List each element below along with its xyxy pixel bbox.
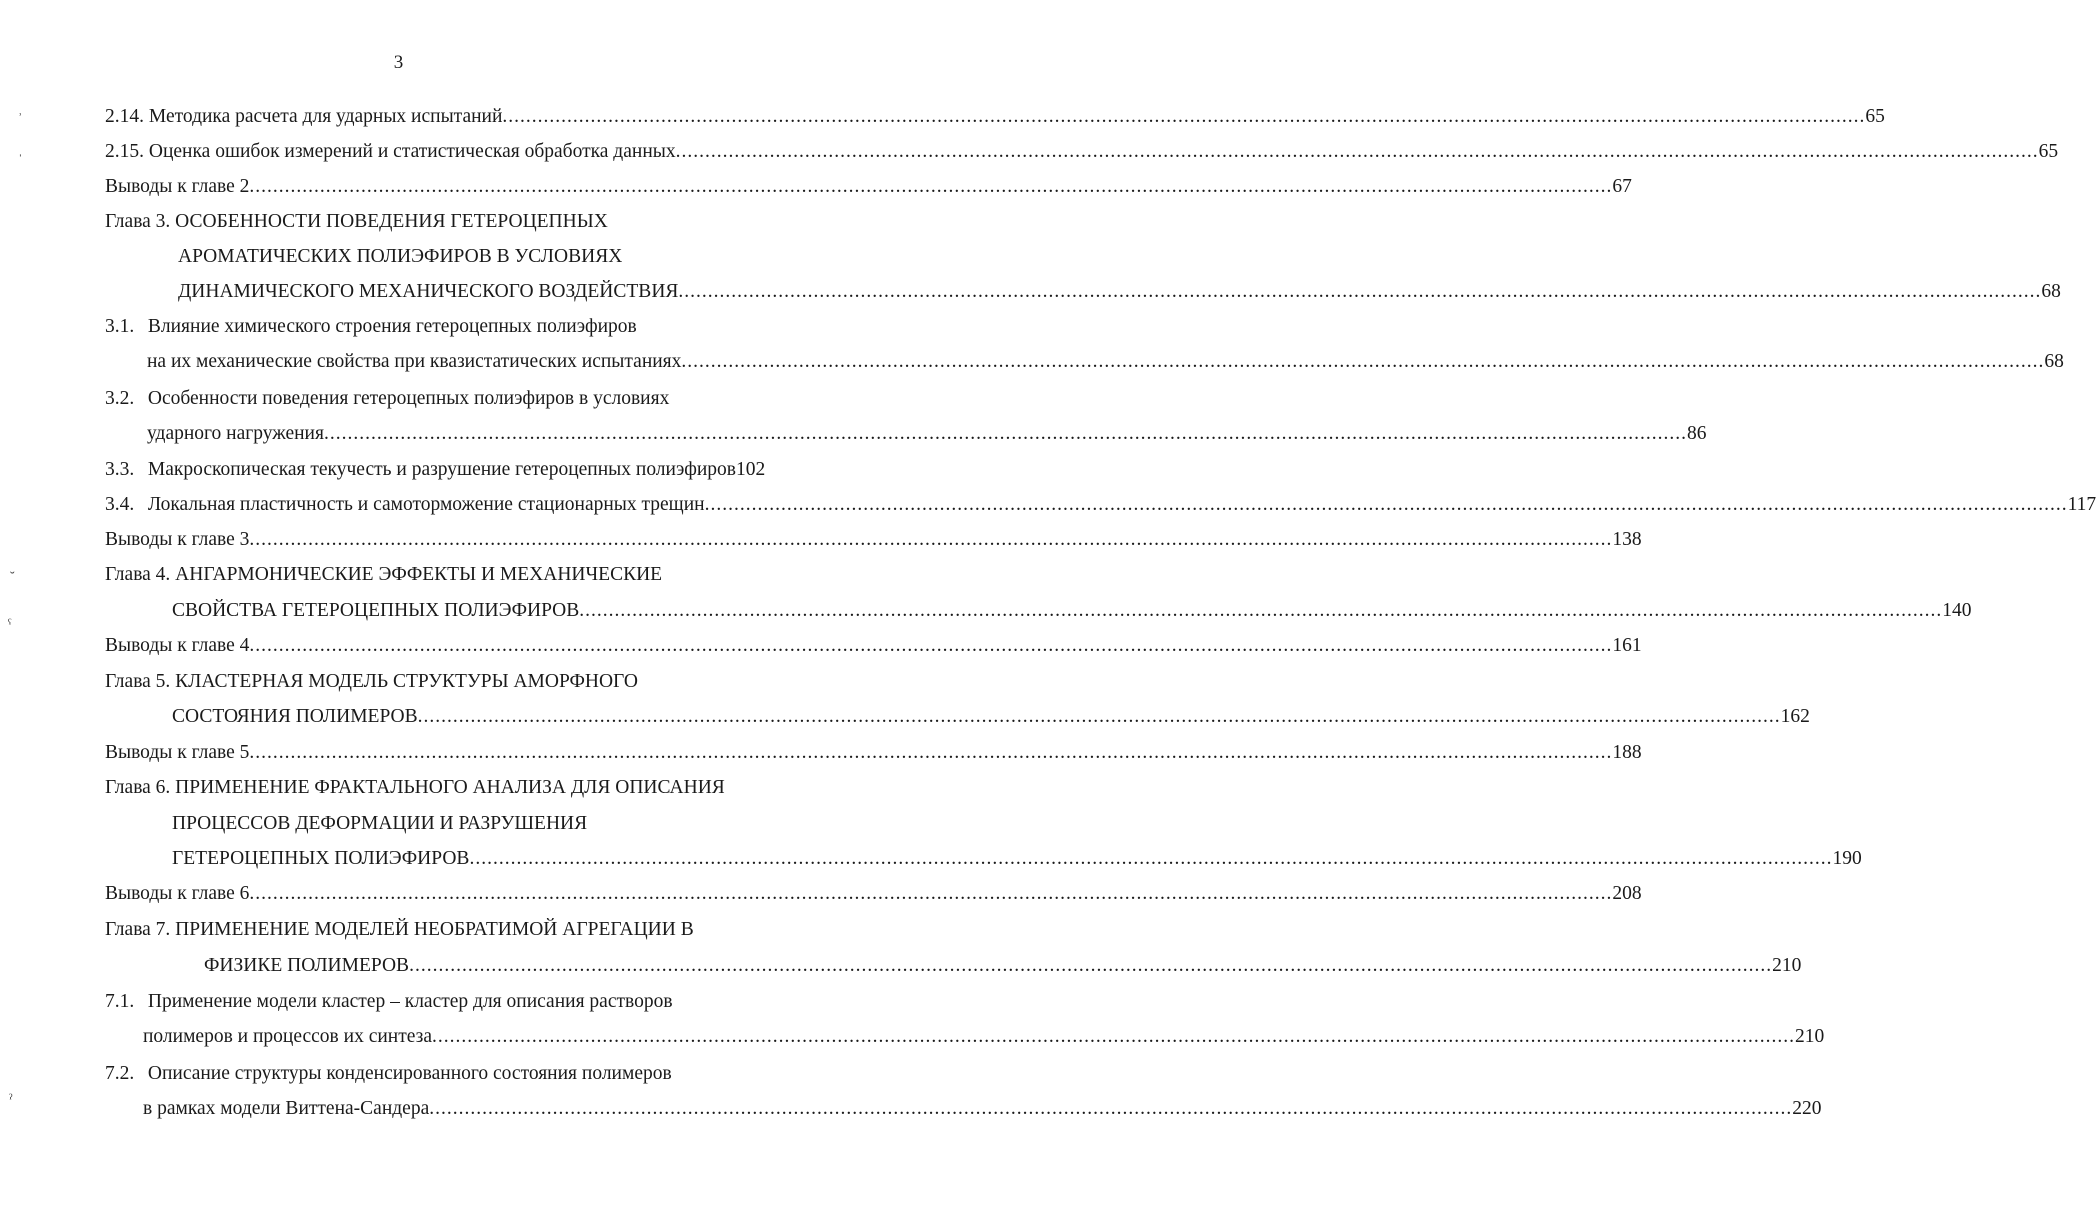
toc-entry: 3.4. Локальная пластичность и самоторможение стационарных трещин ..... 117: [105, 492, 758, 518]
toc-entry: 3.3. Макроскопическая текучесть и разрушение гетероцепных полиэфиров 102: [105, 459, 766, 480]
chapter-heading: Глава 6. ПРИМЕНЕНИЕ ФРАКТАЛЬНОГО АНАЛИЗА ДЛЯ ОПИСАНИЯ: [105, 777, 725, 798]
toc-entry: 3.1. Влияние химического строения гетероцепных полиэфиров: [105, 316, 637, 337]
scan-mark: ˈ: [18, 153, 23, 168]
toc-entry: Выводы к главе 2 ..... 67: [105, 174, 749, 200]
chapter-heading: Глава 4. АНГАРМОНИЧЕСКИЕ ЭФФЕКТЫ И МЕХАНИЧЕСКИЕ: [105, 564, 663, 585]
chapter-heading: Глава 5. КЛАСТЕРНАЯ МОДЕЛЬ СТРУКТУРЫ АМОРФНОГО: [105, 671, 638, 692]
chapter-heading: Глава 3. ОСОБЕННОСТИ ПОВЕДЕНИЯ ГЕТЕРОЦЕПНЫХ: [105, 211, 608, 232]
toc-entry: Выводы к главе 3 ..... 138: [105, 527, 757, 553]
chapter-heading: АРОМАТИЧЕСКИХ ПОЛИЭФИРОВ В УСЛОВИЯХ: [178, 246, 623, 267]
chapter-heading: ПРОЦЕССОВ ДЕФОРМАЦИИ И РАЗРУШЕНИЯ: [172, 813, 588, 834]
toc-entry: 3.2. Особенности поведения гетероцепных полиэфиров в условиях: [105, 388, 670, 409]
chapter-heading: Глава 7. ПРИМЕНЕНИЕ МОДЕЛЕЙ НЕОБРАТИМОЙ АГРЕГАЦИИ В: [105, 919, 694, 940]
chapter-heading: ФИЗИКЕ ПОЛИМЕРОВ ..... 210: [204, 953, 756, 979]
toc-entry: ударного нагружения ..... 86: [147, 421, 749, 447]
toc-entry: на их механические свойства при квазистатических испытаниях ..... 68: [147, 349, 749, 375]
scan-mark: ˀ: [9, 1092, 13, 1107]
toc-entry: Выводы к главе 6 ..... 208: [105, 881, 756, 907]
toc-entry: 2.15. Оценка ошибок измерений и статистическая обработка данных ..... 65: [105, 139, 749, 165]
toc-entry: 7.1. Применение модели кластер – кластер для описания растворов: [105, 991, 673, 1012]
chapter-heading: СОСТОЯНИЯ ПОЛИМЕРОВ ..... 162: [172, 704, 757, 730]
toc-entry: Выводы к главе 4 ..... 161: [105, 633, 757, 659]
chapter-heading: СВОЙСТВА ГЕТЕРОЦЕПНЫХ ПОЛИЭФИРОВ ..... 140: [172, 598, 757, 624]
toc-entry: полимеров и процессов их синтеза ..... 210: [143, 1024, 756, 1050]
toc-entry: в рамках модели Виттена-Сандера ..... 220: [143, 1096, 756, 1122]
chapter-heading: ДИНАМИЧЕСКОГО МЕХАНИЧЕСКОГО ВОЗДЕЙСТВИЯ ..... 68: [178, 279, 748, 305]
toc-entry: 2.14. Методика расчета для ударных испытаний ..... 65: [105, 104, 749, 130]
toc-entry: 7.2. Описание структуры конденсированного состояния полимеров: [105, 1063, 672, 1084]
scan-mark: ˒: [18, 105, 23, 120]
scan-mark: ˁ: [8, 617, 12, 632]
scan-mark: ˘: [10, 570, 15, 585]
toc-entry: Выводы к главе 5 ..... 188: [105, 740, 757, 766]
page-number: 3: [393, 52, 404, 73]
chapter-heading: ГЕТЕРОЦЕПНЫХ ПОЛИЭФИРОВ ..... 190: [172, 846, 757, 872]
